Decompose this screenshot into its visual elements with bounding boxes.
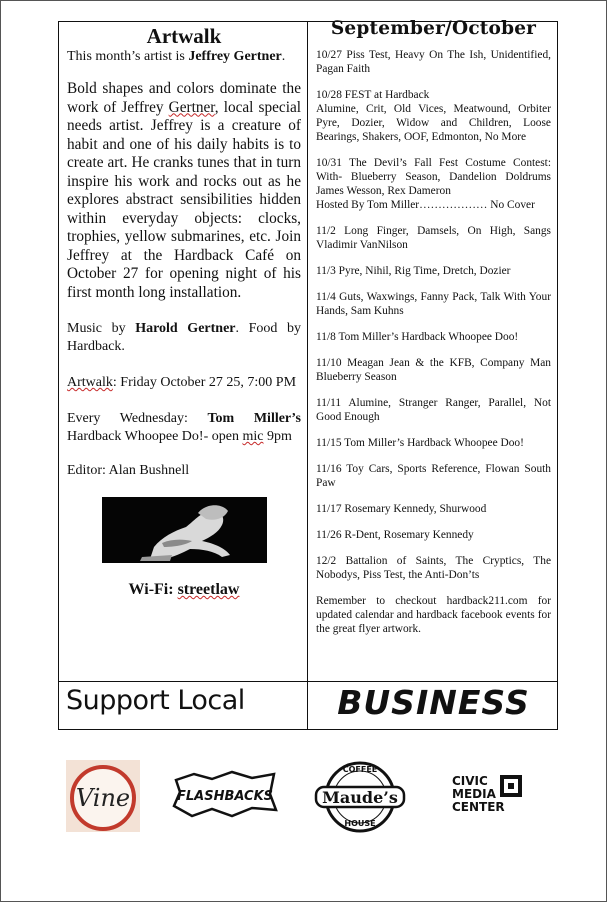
calendar-event: 11/15 Tom Miller’s Hardback Whoopee Doo! [316, 437, 524, 449]
weekly-text: Hardback Whoopee Do!- open [67, 429, 243, 444]
calendar-event: 11/4 Guts, Waxwings, Fanny Pack, Talk With Your Hands, Sam Kuhns [316, 291, 551, 317]
civic-logo-line-3: CENTER [452, 800, 505, 813]
artwalk-column [67, 24, 301, 599]
civic-media-center-logo [450, 773, 524, 813]
artist-intro [67, 48, 301, 66]
vine-logo-text: Vine [75, 784, 131, 812]
calendar-event: 10/31 The Devil’s Fall Fest Costume Contest: With- Blueberry Season, Dandelion Doldrums James Wesson, Rex Dameron Hosted By Tom Miller……………… No Cover [316, 157, 551, 211]
maudes-logo-name: Maude’s [322, 788, 398, 807]
calendar-event: 11/16 Toy Cars, Sports Reference, Flowan South Paw [316, 463, 551, 489]
intro-end: . [281, 49, 286, 64]
civic-logo-line-1: CIVIC [452, 774, 488, 788]
artwork-photo [102, 497, 267, 563]
weekly-mic: mic [242, 429, 264, 444]
calendar-event: 11/10 Meagan Jean & the KFB, Company Man Blueberry Season [316, 357, 551, 383]
calendar-event: 11/17 Rosemary Kennedy, Shurwood [316, 503, 487, 515]
flashbacks-logo-text: FLASHBACKS [176, 789, 274, 804]
bio-artist-surname: Gertner [168, 98, 215, 116]
calendar-column [316, 18, 551, 636]
food-credit: . Food by Hardback. [67, 321, 301, 354]
calendar-event: 11/26 R-Dent, Rosemary Kennedy [316, 529, 474, 541]
wifi-info [67, 581, 301, 599]
calendar-event: 11/2 Long Finger, Damsels, On High, Sangs Vladimir VanNilson [316, 225, 551, 251]
calendar-event: 11/8 Tom Miller’s Hardback Whoopee Doo! [316, 331, 519, 343]
vine-logo [66, 760, 140, 832]
bio-text-1: Bold shapes and colors dominate the work of Jeffrey [67, 80, 301, 116]
artwalk-date-text: : Friday October 27 25, 7:00 PM [112, 375, 297, 390]
intro-text: This month’s artist is [67, 49, 189, 64]
artwalk-date [67, 374, 301, 392]
calendar-event: 10/28 FEST at Hardback Alumine, Crit, Old Vices, Meatwound, Orbiter Pyre, Dozier, Widow and Children, Loose Bearings, Shakers, OOF, Edmonton, No More [316, 89, 551, 143]
business-banner: BUSINESS [337, 683, 530, 722]
calendar-event: 11/11 Alumine, Stranger Ranger, Parallel, Not Good Enough [316, 397, 551, 423]
artist-bio [67, 80, 301, 302]
maudes-logo-bottom: HOUSE [344, 819, 376, 828]
flashbacks-logo [172, 770, 278, 818]
civic-logo-line-2: MEDIA [452, 787, 496, 801]
calendar-event: 12/2 Battalion of Saints, The Cryptics, The Nobodys, Piss Test, the Anti-Don’ts [316, 555, 551, 581]
calendar-title: September/October [330, 18, 537, 39]
event-list [316, 48, 551, 582]
weekly-host: Tom Miller’s [207, 411, 301, 426]
calendar-event: 11/3 Pyre, Nihil, Rig Time, Dretch, Dozier [316, 265, 511, 277]
wifi-label: Wi-Fi: [128, 581, 178, 598]
editor-credit: Editor: Alan Bushnell [67, 463, 190, 478]
weekly-day: Every Wednesday: [67, 411, 208, 426]
music-credit [67, 320, 301, 356]
artist-name: Jeffrey Gertner [188, 49, 282, 64]
maudes-logo [310, 757, 410, 833]
weekly-event [67, 410, 301, 446]
music-text: Music by [67, 321, 136, 336]
artwalk-title: Artwalk [146, 24, 222, 48]
maudes-logo-top: COFFEE [342, 765, 378, 774]
column-divider [307, 21, 308, 730]
support-local-banner: Support Local [66, 685, 245, 716]
footer-divider [58, 681, 558, 682]
wifi-password: streetlaw [177, 581, 240, 598]
calendar-event: 10/27 Piss Test, Heavy On The Ish, Unidentified, Pagan Faith [316, 49, 551, 75]
bio-text-2: , local special needs artist. Jeffrey is a creature of habit and one of his daily habits is to create art. He cranks tunes that in turn inspire his work and rocks out as he explores abstract sensibilities hidden within everyday objects: clocks, trophies, yellow submarines, etc. Join Jeffrey at the Hardback Café on October 27 for opening night of his first month long installation. [67, 98, 302, 301]
artwalk-date-label: Artwalk [67, 375, 113, 390]
website-reminder: Remember to checkout hardback211.com for updated calendar and hardback facebook events for the great flyer artwork. [316, 595, 551, 635]
musician-name: Harold Gertner [135, 321, 236, 336]
weekly-time: 9pm [263, 429, 292, 444]
